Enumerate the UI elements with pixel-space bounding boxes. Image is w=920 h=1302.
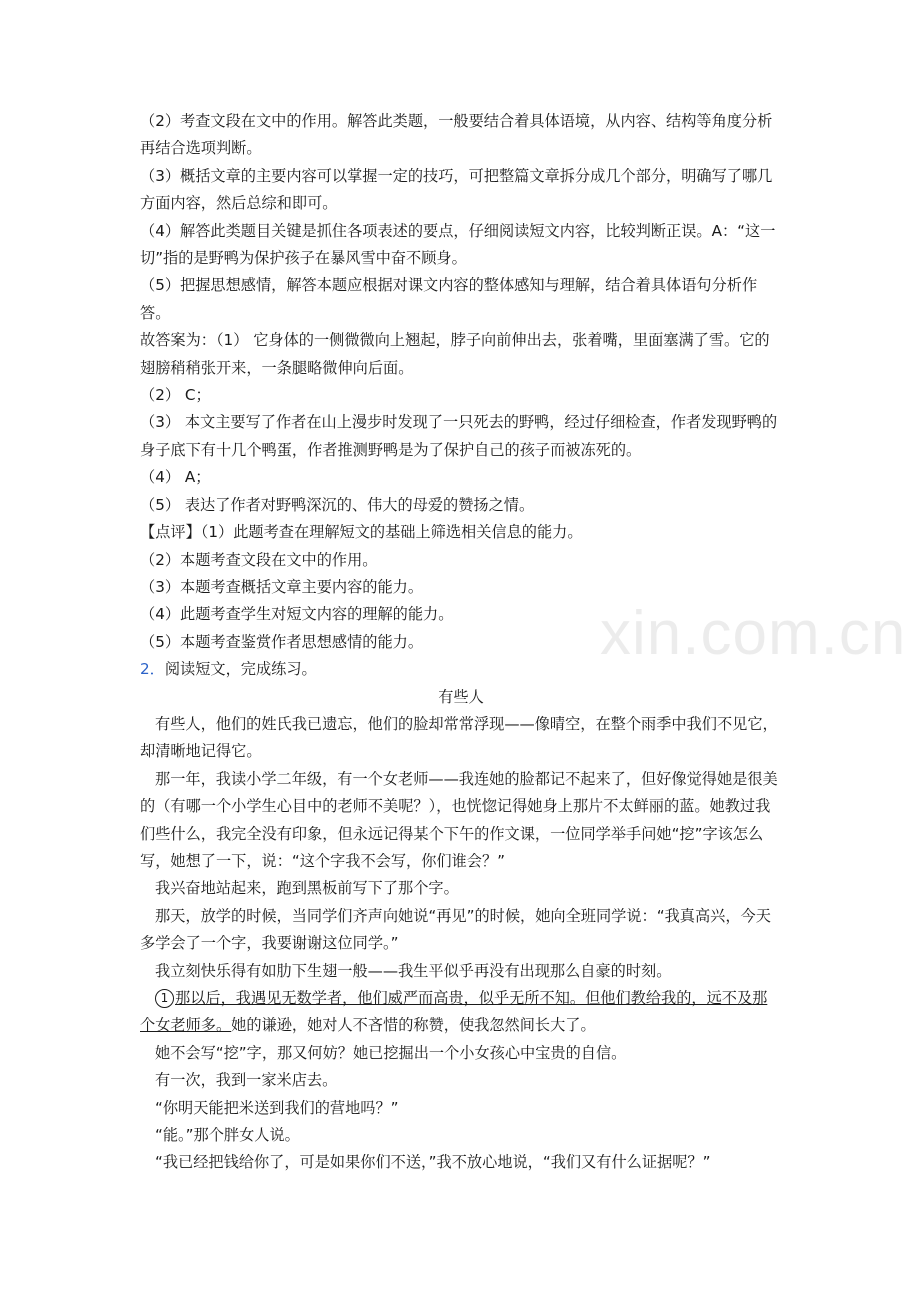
answer-3: （3） 本文主要写了作者在山上漫步时发现了一只死去的野鸭，经过仔细检查，作者发现野鸭的身子底下有十几个鸭蛋，作者推测野鸭是为了保护自己的孩子而被冻死的。 [140,413,778,459]
document-body [140,108,782,1177]
para-6-rest: 她的谦逊，她对人不吝惜的称赞，使我忽然间长大了。 [231,1016,596,1035]
underlined-sentence: 那以后，我遇见无数学者，他们威严而高贵，似乎无所不知。但他们教给我的，远不及那个女老师多。 [140,989,768,1035]
comment-1: 【点评】（1）此题考查在理解短文的基础上筛选相关信息的能力。 [140,523,583,542]
analysis-2: （2）考查文段在文中的作用。解答此类题，一般要结合着具体语境，从内容、结构等角度分析再结合选项判断。 [140,112,773,158]
passage-para-7: 她不会写“挖”字，那又何妨？她已挖掘出一个小女孩心中宝贵的自信。 [155,1043,627,1062]
passage-para-10: “能。”那个胖女人说。 [155,1126,300,1145]
passage-para-4: 那天，放学的时候，当同学们齐声向她说“再见”的时候，她向全班同学说：“我真高兴，今天多学会了一个字，我要谢谢这位同学。” [140,906,771,953]
analysis-3: （3）概括文章的主要内容可以掌握一定的技巧，可把整篇文章拆分成几个部分，明确写了哪几方面内容，然后总综和即可。 [140,166,773,213]
answer-1: 故答案为：（1） 它身体的一侧微微向上翘起，脖子向前伸出去，张着嘴，里面塞满了雪。它的翅膀稍稍张开来，一条腿略微伸向后面。 [140,331,770,377]
passage-para-3: 我兴奋地站起来，跑到黑板前写下了那个字。 [155,879,459,898]
passage-para-6 [140,985,782,1040]
analysis-4: （4）解答此类题目关键是抓住各项表述的要点，仔细阅读短文内容，比较判断正误。A：“这一切”指的是野鸭为保护孩子在暴风雪中奋不顾身。 [140,221,776,268]
passage-para-9: “你明天能把米送到我们的营地吗？” [155,1098,399,1117]
passage-para-5: 我立刻快乐得有如肋下生翅一般——我生平似乎再没有出现那么自豪的时刻。 [155,961,672,980]
answer-5: （5） 表达了作者对野鸭深沉的、伟大的母爱的赞扬之情。 [140,495,535,514]
passage-para-2: 那一年，我读小学二年级，有一个女老师——我连她的脸都记不起来了，但好像觉得她是很美的（有哪一个小学生心目中的老师不美呢？），也恍惚记得她身上那片不太鲜丽的蓝。她教过我们些什么，我完全没有印象，但永远记得某个下午的作文课，一位同学举手问她“挖”字该怎么写，她想了一下，说：“这个字我不会写，你们谁会？” [140,769,778,870]
comment-5: （5）本题考查鉴赏作者思想感情的能力。 [140,632,424,651]
analysis-5: （5）把握思想感情，解答本题应根据对课文内容的整体感知与理解，结合着具体语句分析作答。 [140,276,758,322]
circled-number-marker: 1 [155,989,174,1008]
question-instruction: 阅读短文，完成练习。 [164,660,317,679]
passage-title: 有些人 [438,687,484,706]
passage-para-11: “我已经把钱给你了，可是如果你们不送，”我不放心地说，“我们又有什么证据呢？” [155,1153,711,1172]
question-2-heading [140,656,782,683]
question-number: 2． [140,660,165,679]
answer-2: （2） C； [140,386,211,405]
answer-4: （4） A； [140,468,211,487]
comment-2: （2）本题考查文段在文中的作用。 [140,550,378,569]
passage-para-1: 有些人，他们的姓氏我已遗忘，他们的脸却常常浮现——像晴空，在整个雨季中我们不见它，却清晰地记得它。 [140,714,778,761]
comment-4: （4）此题考查学生对短文内容的理解的能力。 [140,605,454,624]
watermark: xin.com.cn [600,599,907,668]
comment-3: （3）本题考查概括文章主要内容的能力。 [140,577,424,596]
passage-para-8: 有一次，我到一家米店去。 [155,1071,338,1090]
